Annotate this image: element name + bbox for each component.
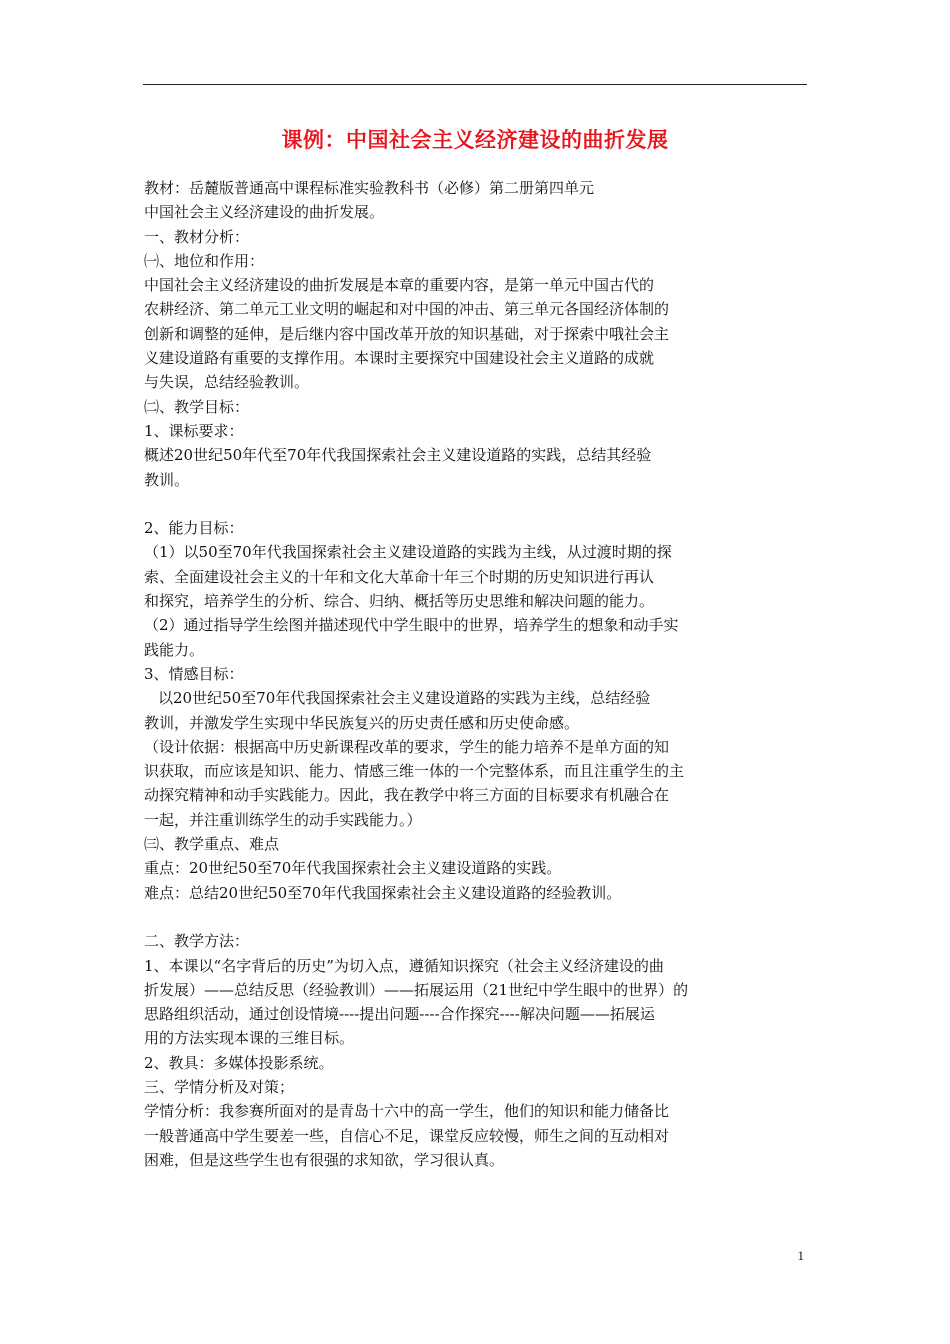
blank-line [144,492,722,516]
text-line: 农耕经济、第二单元工业文明的崛起和对中国的冲击、第三单元各国经济体制的 [144,300,670,319]
text-line: 教训。 [144,470,190,489]
text-line: （1）以50至70年代我国探索社会主义建设道路的实践为主线，从过渡时期的探 [144,543,672,562]
page-number: 1 [797,1248,804,1263]
header-rule [143,84,807,85]
text-line: 思路组织活动，通过创设情境----提出问题----合作探究----解决问题——拓展运 [144,1005,655,1024]
text-line: 一起，并注重训练学生的动手实践能力。） [144,810,422,829]
text-line: 学情分析：我参赛所面对的是青岛十六中的高一学生，他们的知识和能力储备比 [144,1102,670,1121]
text-line: 1、本课以“名字背后的历史”为切入点，遵循知识探究（社会主义经济建设的曲 [144,956,664,975]
subsection-heading: ㈠、地位和作用： [144,251,265,270]
text-line: （设计依据：根据高中历史新课程改革的要求，学生的能力培养不是单方面的知 [144,737,670,756]
text-line: 践能力。 [144,640,205,659]
text-line: 2、教具：多媒体投影系统。 [144,1053,334,1072]
blank-line [144,905,722,929]
subsection-heading: ㈡、教学目标： [144,397,250,416]
item-heading: 1、课标要求： [144,421,244,440]
item-heading: 2、能力目标： [144,519,244,538]
text-line: 概述20世纪50年代至70年代我国探索社会主义建设道路的实践，总结其经验 [144,446,652,465]
text-line: 识获取，而应该是知识、能力、情感三维一体的一个完整体系，而且注重学生的主 [144,762,685,781]
text-line: 义建设道路有重要的支撑作用。本课时主要探究中国建设社会主义道路的成就 [144,349,655,368]
text-line: 中国社会主义经济建设的曲折发展是本章的重要内容，是第一单元中国古代的 [144,276,655,295]
text-line: 索、全面建设社会主义的十年和文化大革命十年三个时期的历史知识进行再认 [144,567,655,586]
text-line: 教训，并激发学生实现中华民族复兴的历史责任感和历史使命感。 [144,713,580,732]
text-line: 与失误，总结经验教训。 [144,373,310,392]
text-line: 困难，但是这些学生也有很强的求知欲，学习很认真。 [144,1150,505,1169]
item-heading: 3、情感目标： [144,664,244,683]
text-line: 中国社会主义经济建设的曲折发展。 [144,203,385,222]
text-line: 折发展）——总结反思（经验教训）——拓展运用（21世纪中学生眼中的世界）的 [144,980,689,999]
document-title: 课例：中国社会主义经济建设的曲折发展 [281,128,669,152]
text-line: 难点：总结20世纪50至70年代我国探索社会主义建设道路的经验教训。 [144,883,622,902]
text-line: 动探究精神和动手实践能力。因此，我在教学中将三方面的目标要求有机融合在 [144,786,670,805]
text-line: 一般普通高中学生要差一些，自信心不足，课堂反应较慢，师生之间的互动相对 [144,1126,670,1145]
document-body [144,176,722,1172]
section-heading: 三、学情分析及对策； [144,1077,295,1096]
text-line: （2）通过指导学生绘图并描述现代中学生眼中的世界，培养学生的想象和动手实 [144,616,679,635]
section-heading: 二、教学方法： [144,932,250,951]
text-line: 教材：岳麓版普通高中课程标准实验教科书（必修）第二册第四单元 [144,179,595,197]
text-line: 创新和调整的延伸，是后继内容中国改革开放的知识基础，对于探索中哦社会主 [144,324,670,343]
text-line: 重点：20世纪50至70年代我国探索社会主义建设道路的实践。 [144,859,562,878]
text-line: 用的方法实现本课的三维目标。 [144,1029,355,1048]
subsection-heading: ㈢、教学重点、难点 [144,835,280,854]
text-line: 以20世纪50至70年代我国探索社会主义建设道路的实践为主线，总结经验 [158,689,651,708]
text-line: 和探究，培养学生的分析、综合、归纳、概括等历史思维和解决问题的能力。 [144,592,655,611]
section-heading: 一、教材分析： [144,227,250,246]
